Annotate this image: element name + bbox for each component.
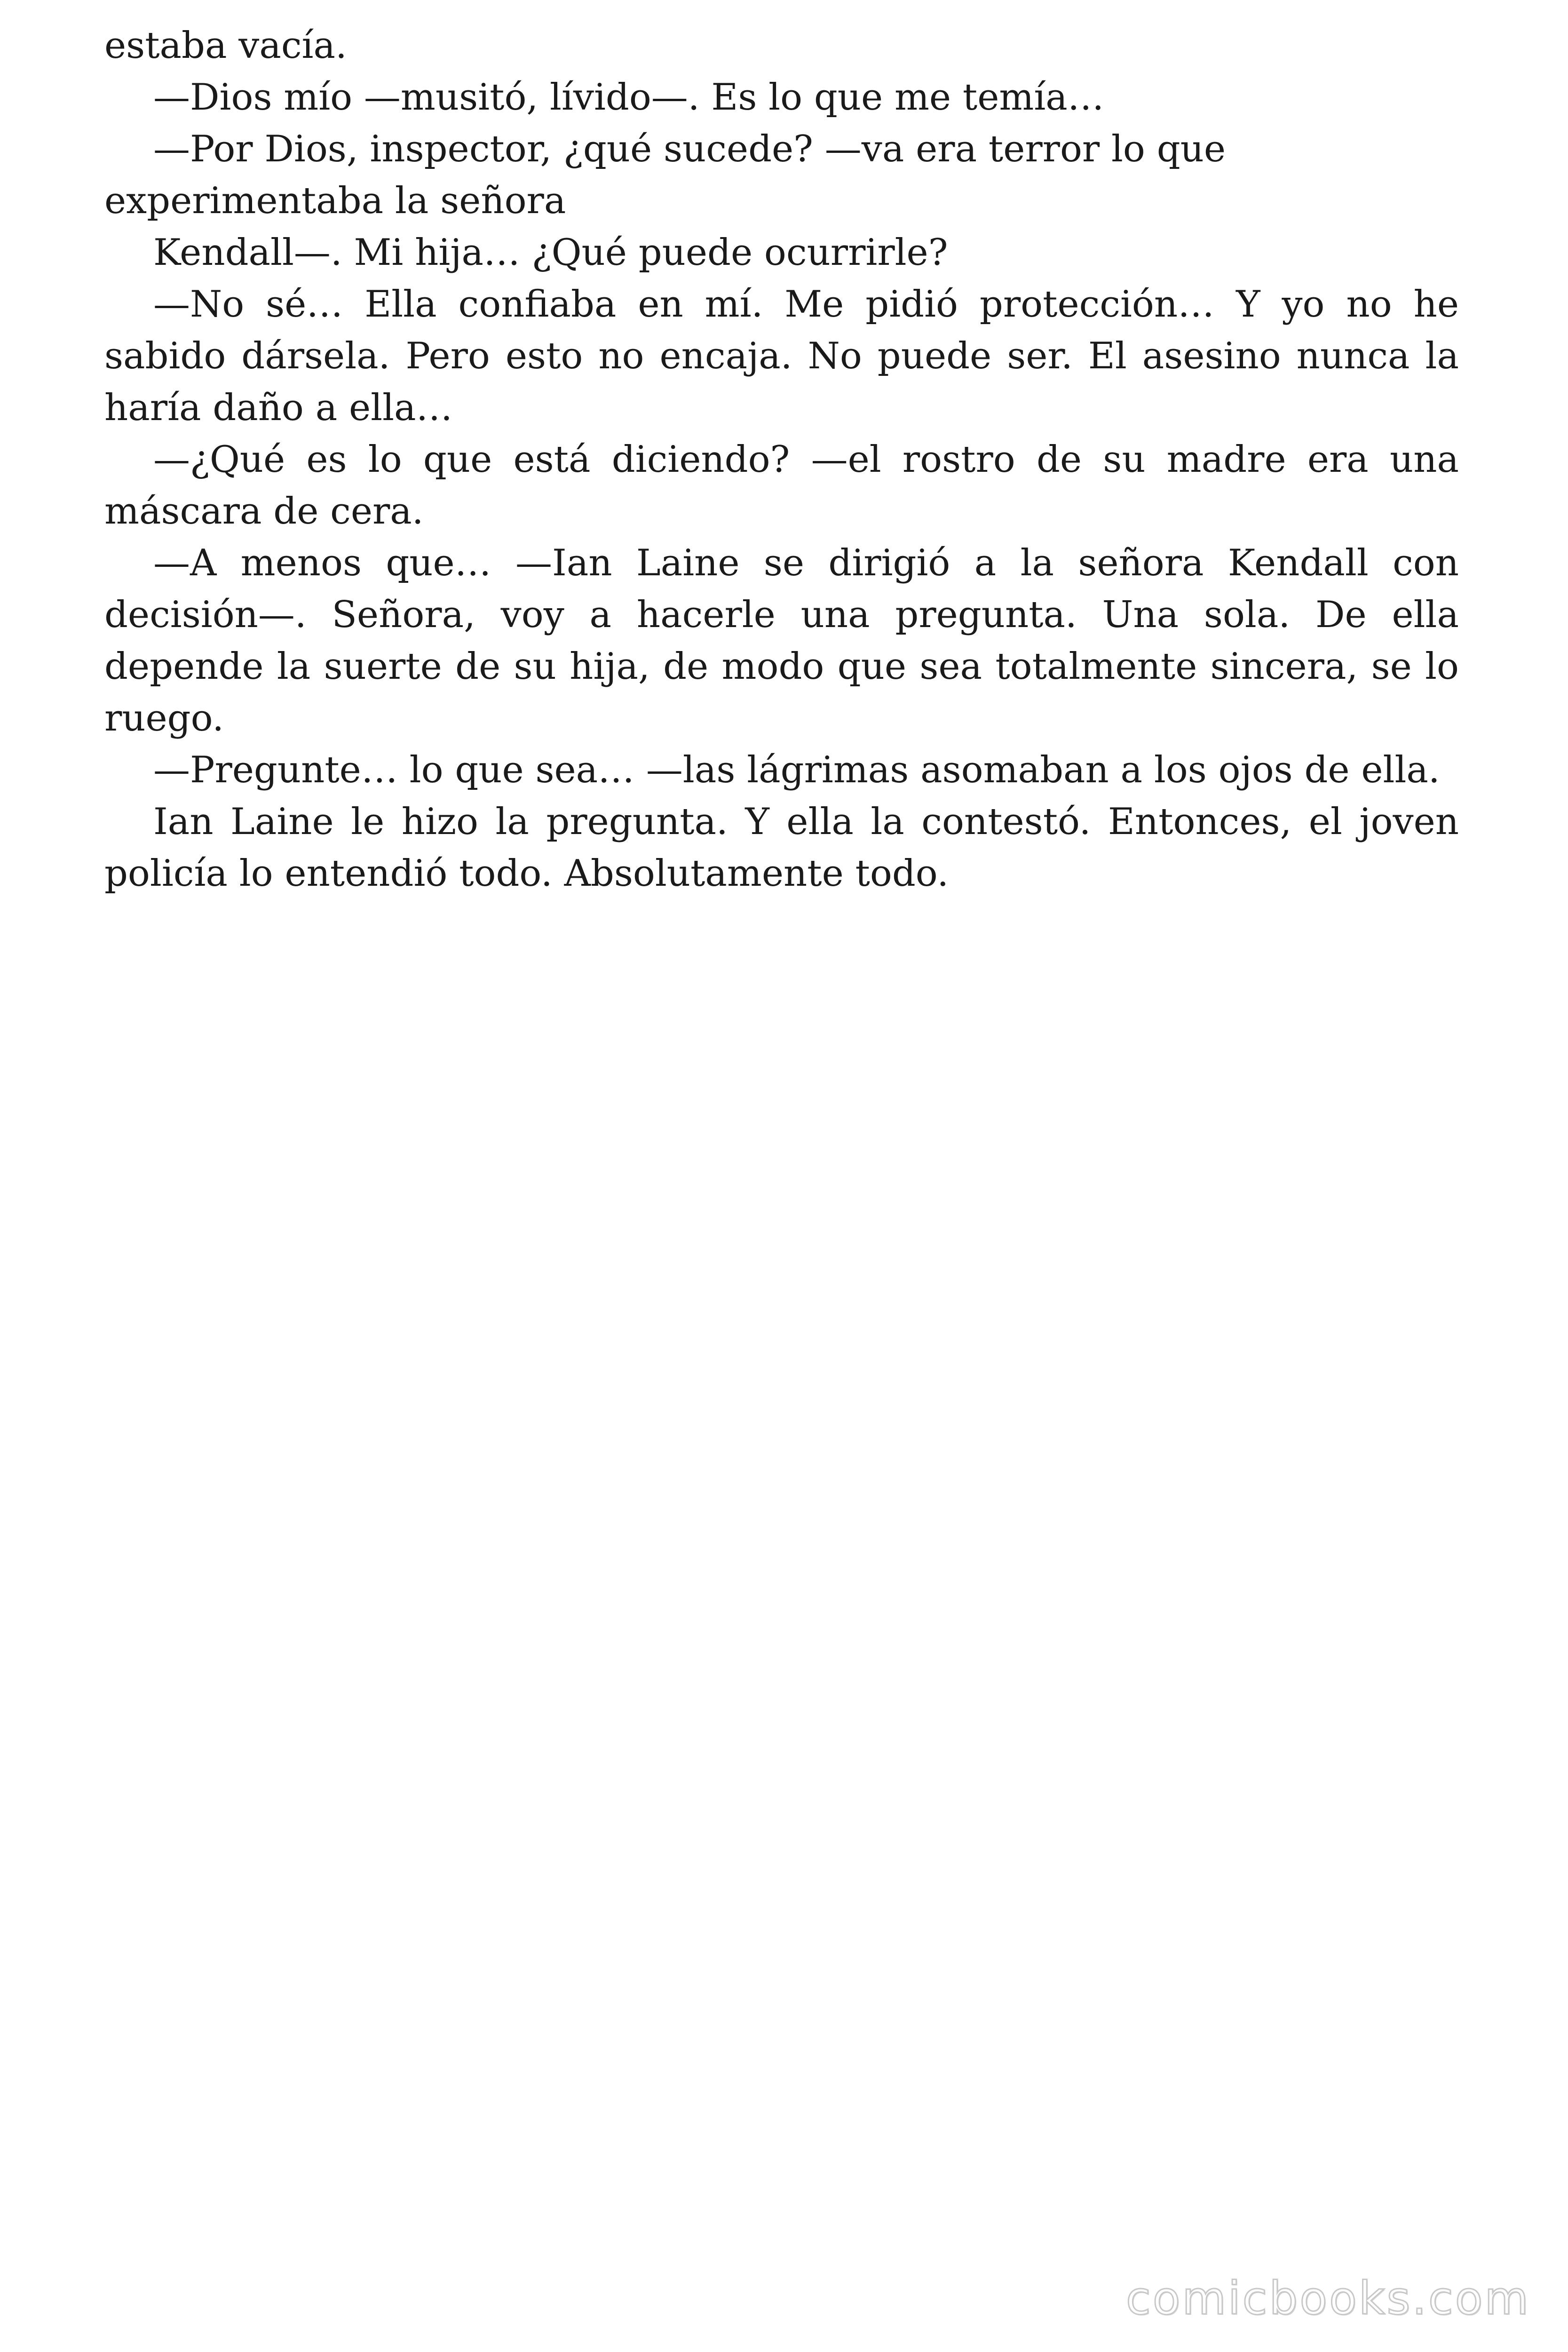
paragraph-9: Ian Laine le hizo la pregunta. Y ella la contestó. Entonces, el joven policía lo entendió todo. Absolutamente todo. — [104, 801, 1459, 895]
paragraph-2: —Dios mío —musitó, lívido—. Es lo que me temía… — [153, 76, 1104, 119]
paragraph-4: Kendall—. Mi hija… ¿Qué puede ocurrirle? — [153, 231, 948, 274]
paragraph-7: —A menos que… —Ian Laine se dirigió a la señora Kendall con decisión—. Señora, voy a hacerle una pregunta. Una sola. De ella depende la suerte de su hija, de modo que sea totalmente sincera, se lo ruego. — [104, 542, 1459, 739]
paragraph-1: estaba vacía. — [104, 24, 347, 67]
watermark-logo: comicbooks.com — [1125, 2272, 1530, 2325]
paragraph-6: —¿Qué es lo que está diciendo? —el rostro de su madre era una máscara de cera. — [104, 438, 1459, 532]
paragraph-3: —Por Dios, inspector, ¿qué sucede? —va era terror lo que experimentaba la señora — [104, 128, 1226, 222]
body-text — [104, 20, 1459, 899]
paragraph-8: —Pregunte… lo que sea… —las lágrimas asomaban a los ojos de ella. — [153, 749, 1440, 791]
paragraph-5: —No sé… Ella confiaba en mí. Me pidió protección… Y yo no he sabido dársela. Pero esto no encaja. No puede ser. El asesino nunca la haría daño a ella… — [104, 283, 1459, 429]
